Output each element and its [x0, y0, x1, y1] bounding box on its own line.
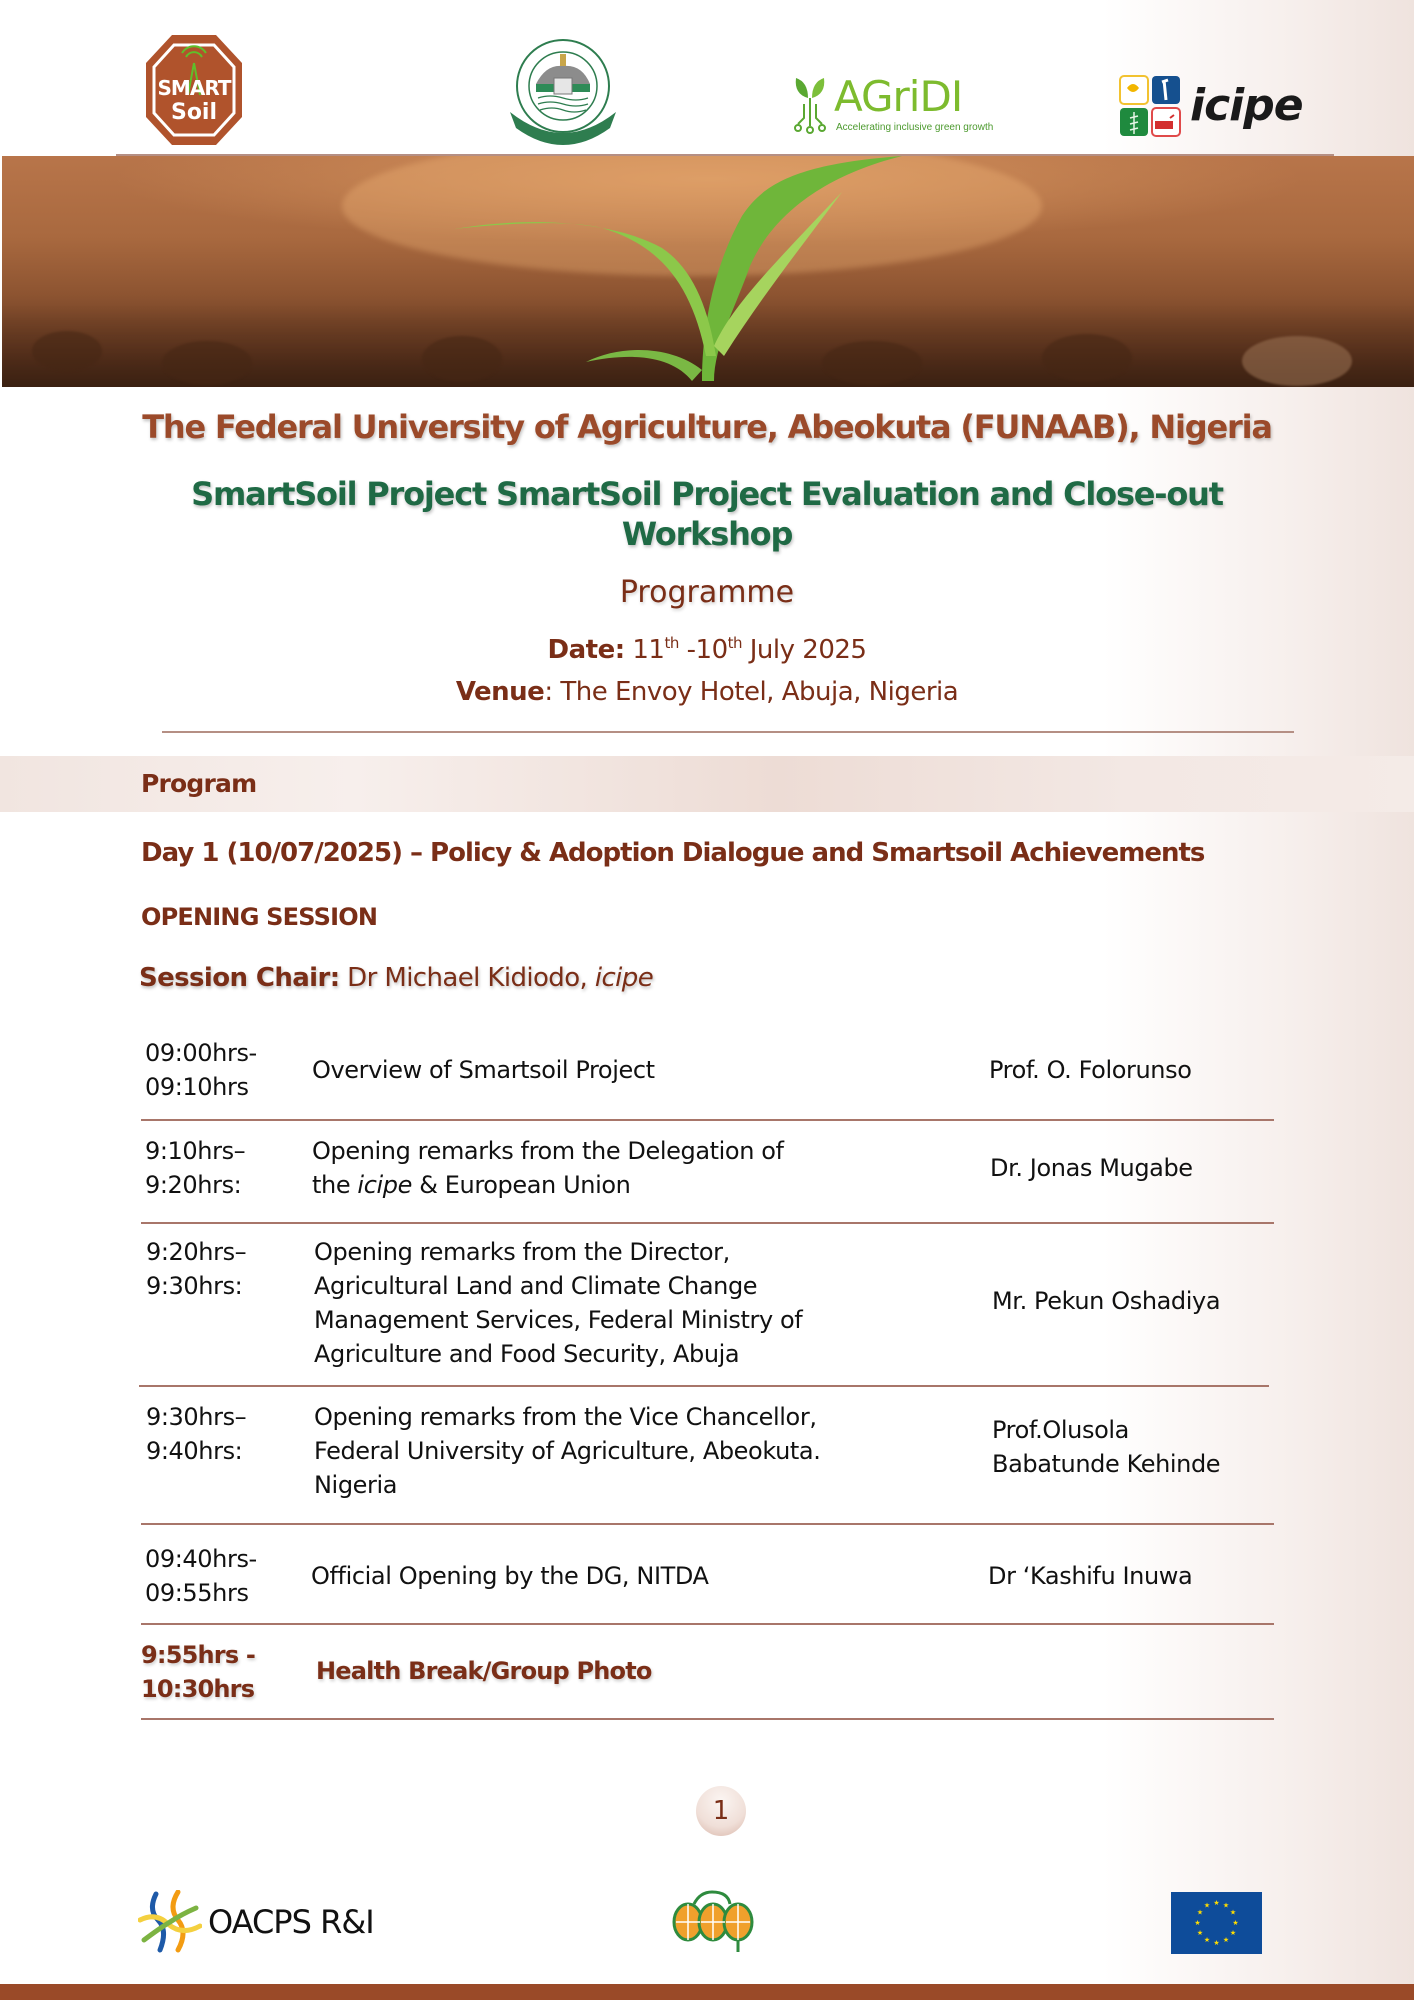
footer-bar [0, 1984, 1414, 2000]
venue-label: Venue [455, 677, 545, 707]
date-label: Date: [547, 635, 625, 665]
table-row-break [141, 1624, 1274, 1720]
speaker-cell: Dr ‘Kashifu Inuwa [988, 1562, 1193, 1590]
funaab-logo [506, 34, 620, 146]
activity-cell: Health Break/Group Photo [316, 1657, 652, 1685]
svg-text:★: ★ [1196, 1908, 1204, 1917]
svg-text:★: ★ [1232, 1919, 1239, 1927]
speaker-cell: Mr. Pekun Oshadiya [992, 1287, 1221, 1315]
session-chair-org: icipe [594, 963, 654, 993]
session-chair-name: Dr Michael Kidiodo, [339, 963, 595, 993]
table-row [141, 1224, 1274, 1388]
activity-cell: Opening remarks from the Delegation of the icipe & European Union [312, 1137, 784, 1199]
svg-text:★: ★ [1196, 1929, 1204, 1937]
table-row [141, 1121, 1274, 1223]
time-cell: 9:30hrs– 9:40hrs: [146, 1403, 247, 1465]
svg-text:★: ★ [1222, 1901, 1230, 1910]
header-logos [0, 0, 1414, 155]
time-cell: 09:40hrs- 09:55hrs [145, 1545, 257, 1607]
agridi-logo [790, 72, 994, 136]
row-divider [141, 1718, 1274, 1720]
time-cell: 9:10hrs– 9:20hrs: [145, 1137, 246, 1199]
acp-globes-icon [670, 1890, 756, 1954]
oacps-logo [138, 1890, 398, 1954]
activity-cell: Overview of Smartsoil Project [312, 1056, 655, 1084]
session-chair-label: Session Chair: [139, 963, 340, 993]
svg-text:★: ★ [1203, 1936, 1211, 1944]
svg-text:★: ★ [1229, 1908, 1237, 1917]
svg-text:★: ★ [1194, 1919, 1201, 1927]
acp-logo [670, 1890, 756, 1954]
session-heading: OPENING SESSION [141, 903, 378, 931]
page-number: 1 [696, 1786, 746, 1836]
svg-text:SMART: SMART [157, 76, 231, 100]
oacps-knot-icon [138, 1890, 202, 1954]
activity-cell: Official Opening by the DG, NITDA [311, 1562, 709, 1590]
svg-text:★: ★ [1222, 1936, 1230, 1944]
programme-heading: Programme [619, 575, 795, 610]
time-cell: 9:20hrs– 9:30hrs: [146, 1238, 247, 1300]
svg-text:★: ★ [1229, 1929, 1237, 1937]
day-heading: Day 1 (10/07/2025) – Policy & Adoption Dialogue and Smartsoil Achievements [141, 838, 1205, 868]
event-venue [0, 677, 1414, 707]
svg-text:★: ★ [1203, 1901, 1211, 1910]
table-row [141, 1387, 1274, 1525]
table-row [141, 1525, 1274, 1625]
agridi-sprout-circuit-icon [790, 74, 830, 136]
eu-flag-logo [1171, 1892, 1262, 1954]
agridi-tagline: Accelerating inclusive green growth [836, 122, 994, 133]
svg-text:★: ★ [1213, 1939, 1220, 1947]
svg-text:Soil: Soil [170, 100, 218, 125]
event-date: Date: 11th -10th July 2025 [547, 634, 867, 665]
program-section-band [0, 756, 1414, 812]
title-divider [162, 731, 1294, 733]
venue-value: : The Envoy Hotel, Abuja, Nigeria [544, 677, 959, 707]
time-cell: 9:55hrs - 10:30hrs [141, 1641, 256, 1703]
icipe-logo [1118, 74, 1303, 140]
oacps-wordmark: OACPS R&I [208, 1903, 374, 1941]
activity-cell: Opening remarks from the Director, Agricultural Land and Climate Change Management Services, Federal Ministry of Agriculture and Food Security, Abuja [314, 1238, 803, 1368]
smartsoil-hexagon-icon [142, 33, 246, 147]
institution-title: The Federal University of Agriculture, Abeokuta (FUNAAB), Nigeria [142, 408, 1272, 446]
table-row [141, 1030, 1274, 1120]
svg-text:★: ★ [1213, 1899, 1220, 1907]
program-band-label: Program [141, 769, 257, 798]
time-cell: 09:00hrs- 09:10hrs [145, 1039, 257, 1101]
agridi-wordmark: AGriDI [834, 72, 963, 121]
project-title: SmartSoil Project SmartSoil Project Evaluation and Close-out Workshop [191, 475, 1223, 553]
speaker-cell: Prof. O. Folorunso [989, 1056, 1192, 1084]
speaker-cell: Prof.Olusola Babatunde Kehinde [992, 1416, 1221, 1478]
session-chair [139, 963, 653, 993]
icipe-wordmark: icipe [1190, 80, 1303, 131]
icipe-quad-icon [1118, 74, 1184, 140]
smartsoil-logo [142, 33, 246, 147]
eu-stars-icon [1171, 1892, 1262, 1954]
speaker-cell: Dr. Jonas Mugabe [990, 1154, 1193, 1182]
soil-seedling-banner [2, 156, 1414, 387]
activity-cell: Opening remarks from the Vice Chancellor, Federal University of Agriculture, Abeokuta. Nigeria [314, 1403, 821, 1499]
seedling-icon [2, 156, 1414, 387]
funaab-crest-icon [506, 34, 620, 146]
